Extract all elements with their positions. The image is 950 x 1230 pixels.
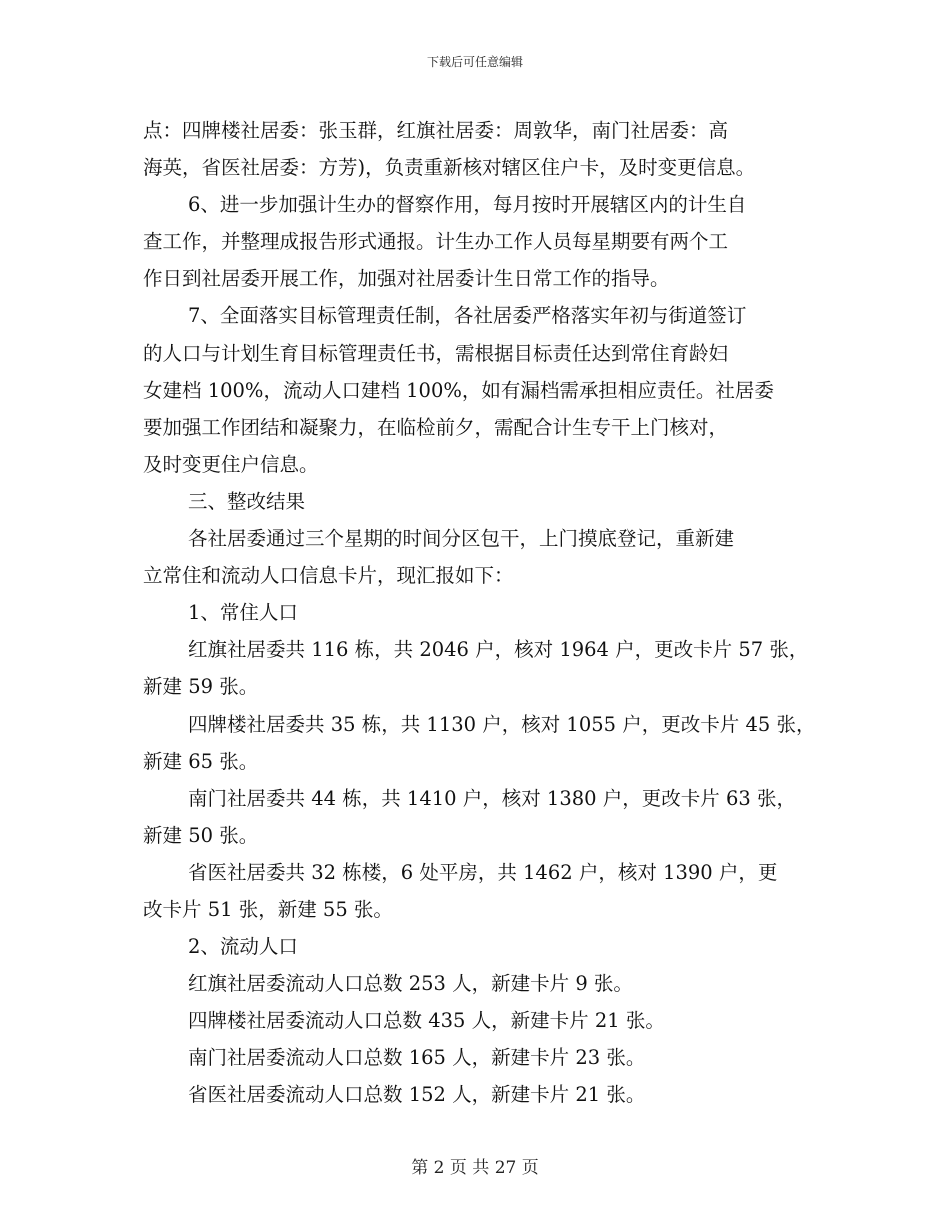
subsection-heading: 2、流动人口 <box>188 935 298 959</box>
text-line: 海英，省医社居委：方芳)，负责重新核对辖区住户卡，及时变更信息。 <box>143 156 756 180</box>
text-line: 作日到社居委开展工作，加强对社居委计生日常工作的指导。 <box>143 267 670 291</box>
text-line: 四牌楼社居委流动人口总数 435 人，新建卡片 21 张。 <box>188 1009 665 1033</box>
text-line: 的人口与计划生育目标管理责任书，需根据目标责任达到常住育龄妇 <box>143 341 729 365</box>
text-line: 南门社居委共 44 栋，共 1410 户，核对 1380 户，更改卡片 63 张， <box>188 786 796 810</box>
text-line: 省医社居委流动人口总数 152 人，新建卡片 21 张。 <box>188 1083 646 1107</box>
text-line: 省医社居委共 32 栋楼，6 处平房，共 1462 户，核对 1390 户，更 <box>188 860 778 884</box>
text-line: 新建 59 张。 <box>143 675 259 699</box>
text-line: 6、进一步加强计生办的督察作用，每月按时开展辖区内的计生自 <box>188 193 747 217</box>
text-line: 各社居委通过三个星期的时间分区包干，上门摸底登记，重新建 <box>188 527 735 551</box>
document-body <box>143 112 833 1114</box>
text-line: 立常住和流动人口信息卡片，现汇报如下： <box>143 564 514 588</box>
text-line: 南门社居委流动人口总数 165 人，新建卡片 23 张。 <box>188 1046 646 1070</box>
section-heading: 三、整改结果 <box>188 489 306 513</box>
text-line: 及时变更住户信息。 <box>143 452 319 476</box>
text-line: 新建 65 张。 <box>143 749 259 773</box>
subsection-heading: 1、常住人口 <box>188 601 298 625</box>
page-number: 第 2 页 共 27 页 <box>411 1158 539 1178</box>
text-line: 点：四牌楼社居委：张玉群，红旗社居委：周敦华，南门社居委：高 <box>143 119 729 142</box>
text-line: 查工作，并整理成报告形式通报。计生办工作人员每星期要有两个工 <box>143 230 729 254</box>
text-line: 新建 50 张。 <box>143 823 259 847</box>
page-header: 下载后可任意编辑 <box>426 55 523 69</box>
text-line: 改卡片 51 张，新建 55 张。 <box>143 897 393 921</box>
text-line: 女建档 100%，流动人口建档 100%，如有漏档需承担相应责任。社居委 <box>143 378 774 402</box>
text-line: 红旗社居委共 116 栋，共 2046 户，核对 1964 户，更改卡片 57 张， <box>188 638 809 662</box>
text-line: 要加强工作团结和凝聚力，在临检前夕，需配合计生专干上门核对， <box>143 415 729 439</box>
text-line: 7、全面落实目标管理责任制，各社居委严格落实年初与街道签订 <box>188 304 747 328</box>
text-line: 红旗社居委流动人口总数 253 人，新建卡片 9 张。 <box>188 972 633 996</box>
text-line: 四牌楼社居委共 35 栋，共 1130 户，核对 1055 户，更改卡片 45 张， <box>188 712 816 736</box>
